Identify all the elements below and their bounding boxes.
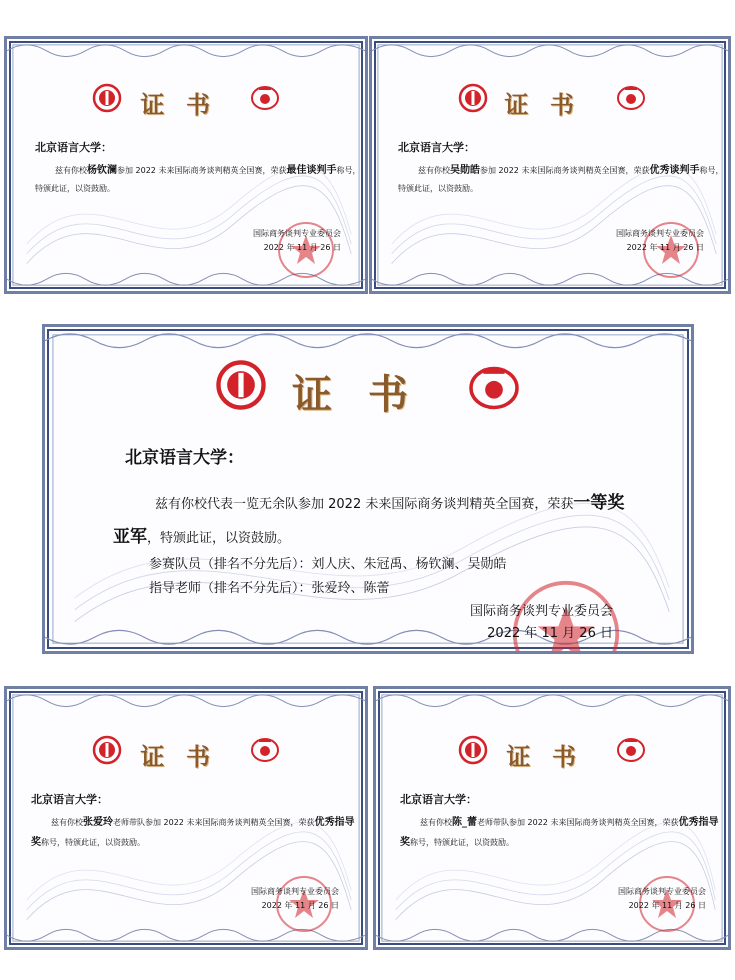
certificate-title: 证书 bbox=[140, 90, 232, 119]
citation-line-2: 亚军，特颁此证，以资鼓励。 bbox=[113, 527, 291, 547]
signature-block bbox=[470, 601, 613, 645]
recipient: 北京语言大学： bbox=[125, 448, 244, 468]
citation-line-1: 兹有你校陈_蕾老师带队参加 2022 未来国际商务谈判精英全国赛，荣获优秀指导 bbox=[420, 817, 719, 828]
award-title: 一等奖 bbox=[573, 493, 625, 513]
certificate-advisor-chen bbox=[373, 686, 731, 950]
certificate-title: 证书 bbox=[504, 90, 596, 119]
awardee-name: 杨钦澜 bbox=[87, 165, 117, 176]
committee-logo-icon bbox=[250, 85, 280, 111]
signature-block bbox=[616, 227, 704, 254]
committee-logo-icon bbox=[467, 365, 521, 411]
committee-logo-icon bbox=[616, 737, 646, 763]
certificate-advisor-zhang bbox=[4, 686, 368, 950]
award-title: 最佳谈判手 bbox=[286, 165, 337, 176]
signature-block bbox=[251, 885, 339, 912]
award-title-end: 奖 bbox=[400, 837, 410, 848]
issuing-committee: 国际商务谈判专业委员会 bbox=[618, 887, 706, 896]
advisor-name: 张爱玲 bbox=[83, 817, 113, 828]
recipient: 北京语言大学： bbox=[398, 141, 475, 154]
citation-line-2: 奖称号，特颁此证，以资鼓励。 bbox=[400, 837, 514, 848]
certificate-title: 证书 bbox=[506, 742, 598, 771]
issuing-committee: 国际商务谈判专业委员会 bbox=[616, 229, 704, 238]
recipient: 北京语言大学： bbox=[35, 141, 112, 154]
citation-line-1: 兹有你校张爱玲老师带队参加 2022 未来国际商务谈判精英全国赛，荣获优秀指导 bbox=[51, 817, 355, 828]
award-title-end: 奖 bbox=[31, 837, 41, 848]
issue-date: 2022 年 11 月 26 日 bbox=[626, 242, 704, 252]
awardee-name: 吴勋皓 bbox=[450, 165, 480, 176]
citation-line-2: 奖称号，特颁此证，以资鼓励。 bbox=[31, 837, 145, 848]
award-title: 优秀谈判手 bbox=[649, 165, 700, 176]
signature-block bbox=[618, 885, 706, 912]
recipient: 北京语言大学： bbox=[400, 793, 477, 806]
team-members: 参赛队员（排名不分先后）：刘人庆、朱冠禹、杨钦澜、吴勋皓 bbox=[149, 557, 507, 572]
award-title: 优秀指导 bbox=[314, 817, 355, 828]
issuing-committee: 国际商务谈判专业委员会 bbox=[251, 887, 339, 896]
certificate-excellent-negotiator bbox=[369, 36, 731, 294]
award-rank: 亚军 bbox=[113, 527, 147, 547]
issuing-committee: 国际商务谈判专业委员会 bbox=[253, 229, 341, 238]
citation-line-1: 兹有你校杨钦澜参加 2022 未来国际商务谈判精英全国赛，荣获最佳谈判手称号， bbox=[55, 165, 361, 176]
citation-line-2: 特颁此证，以资鼓励。 bbox=[398, 184, 478, 193]
certificate-team-first-prize bbox=[42, 324, 694, 654]
certificate-best-negotiator bbox=[4, 36, 368, 294]
citation-line-2: 特颁此证，以资鼓励。 bbox=[35, 184, 115, 193]
citation-line-1: 兹有你校代表一览无余队参加 2022 未来国际商务谈判精英全国赛，荣获一等奖 bbox=[155, 493, 625, 513]
issue-date: 2022 年 11 月 26 日 bbox=[261, 900, 339, 910]
award-title: 优秀指导 bbox=[678, 817, 719, 828]
advisor-name: 陈_蕾 bbox=[452, 817, 477, 828]
committee-logo-icon bbox=[616, 85, 646, 111]
certificate-title: 证书 bbox=[292, 371, 444, 418]
committee-logo-icon bbox=[250, 737, 280, 763]
issue-date: 2022 年 11 月 26 日 bbox=[263, 242, 341, 252]
citation-line-1: 兹有你校吴勋皓参加 2022 未来国际商务谈判精英全国赛，荣获优秀谈判手称号， bbox=[418, 165, 724, 176]
recipient: 北京语言大学： bbox=[31, 793, 108, 806]
issuing-committee: 国际商务谈判专业委员会 bbox=[469, 604, 613, 619]
certificate-title: 证书 bbox=[140, 742, 232, 771]
issue-date: 2022 年 11 月 26 日 bbox=[487, 626, 613, 642]
signature-block bbox=[253, 227, 341, 254]
issue-date: 2022 年 11 月 26 日 bbox=[628, 900, 706, 910]
team-advisors: 指导老师（排名不分先后）：张爱玲、陈蕾 bbox=[149, 581, 390, 596]
